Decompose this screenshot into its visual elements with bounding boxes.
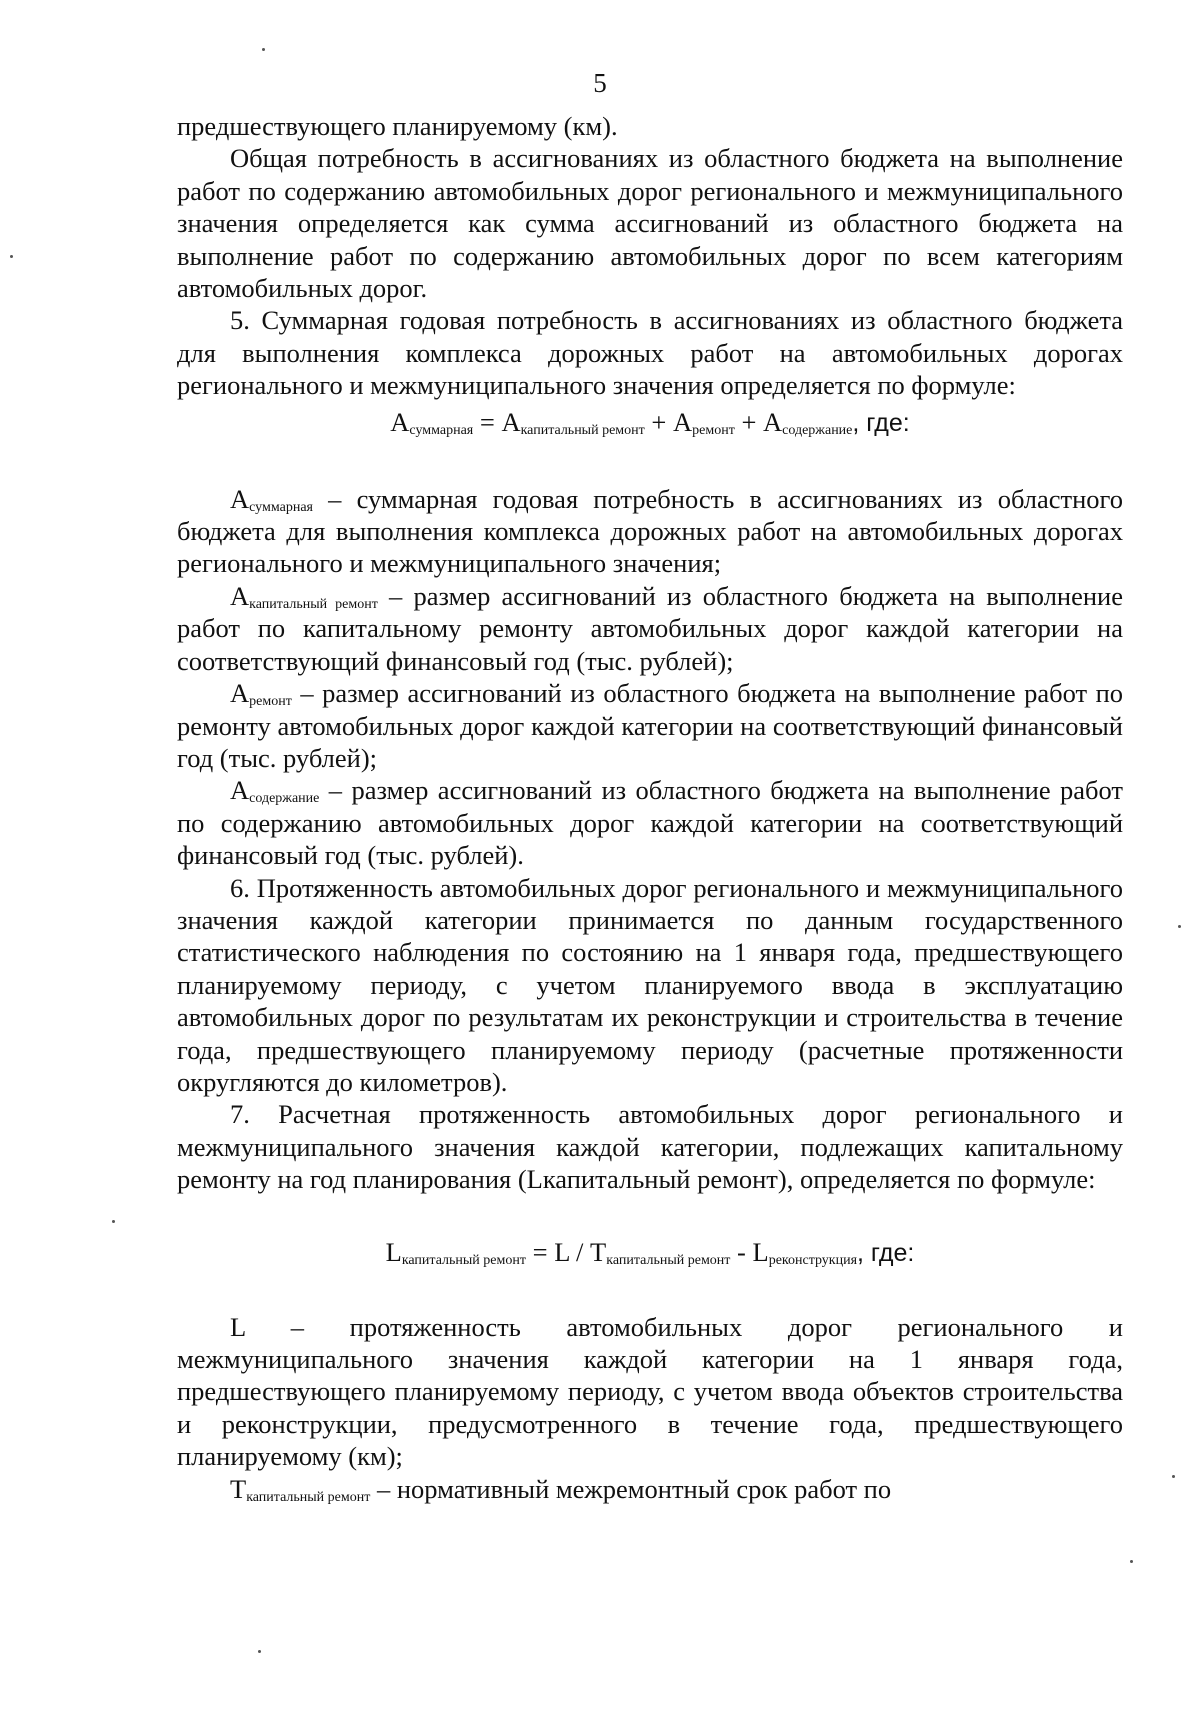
formula-subscript: капитальный ремонт (520, 422, 645, 438)
formula-operator: - (730, 1236, 753, 1267)
document-body (177, 110, 1123, 1505)
scan-speck (1178, 925, 1181, 928)
formula-subscript: капитальный ремонт (606, 1252, 731, 1268)
formula-operator: + (734, 406, 764, 437)
scan-speck (258, 1650, 261, 1653)
page-number: 5 (593, 68, 607, 98)
formula-symbol: L (752, 1236, 769, 1267)
paragraph-item-7: 7. Расчетная протяженность автомобильных дорог регионального и межмуниципального значения каждой категории, подлежащих капитальному ремонту на год планирования (Lкапитальный ремонт), определяется по формуле: (177, 1099, 1123, 1195)
scan-speck (262, 48, 265, 51)
formula-operator: = (473, 406, 502, 437)
formula-subscript: содержание (782, 422, 853, 438)
formula-symbol: Т (590, 1236, 607, 1267)
def-symbol: Т (230, 1473, 247, 1504)
formula-where: , где: (852, 408, 910, 437)
formula-capital-repair-length (177, 1234, 1123, 1271)
paragraph-item-5: 5. Суммарная годовая потребность в ассигнованиях из областного бюджета для выполнения комплекса дорожных работ на автомобильных дорогах регионального и межмуниципального значения определяется по формуле: (177, 305, 1123, 401)
formula-symbol: А (390, 406, 410, 437)
formula-total-appropriations (177, 404, 1123, 441)
scan-speck (112, 1220, 115, 1223)
def-subscript: содержание (249, 791, 320, 807)
def-subscript: капитальный ремонт (249, 596, 378, 612)
scan-speck (1172, 1475, 1175, 1478)
definition-a-repair (177, 677, 1123, 774)
formula-symbol: L (385, 1236, 402, 1267)
paragraph-continuation: предшествующего планируемому (км). (177, 111, 618, 141)
def-subscript: ремонт (249, 694, 292, 710)
formula-symbol: А (672, 406, 693, 437)
definition-a-summary (177, 483, 1123, 580)
definition-a-maintenance (177, 774, 1123, 871)
scan-speck (10, 255, 13, 258)
def-text: – размер ассигнований из областного бюджета на выполнение работ по капитальному ремонту автомобильных дорог каждой категории на соответствующий финансовый год (тыс. рублей); (177, 580, 1123, 676)
formula-operator: = (526, 1236, 555, 1267)
def-text: – размер ассигнований из областного бюджета на выполнение работ по ремонту автомобильных дорог каждой категории на соответствующий финансовый год (тыс. рублей); (177, 678, 1123, 773)
paragraph-item-6: 6. Протяженность автомобильных дорог регионального и межмуниципального значения каждой категории принимается по данным государственного статистического наблюдения по состоянию на 1 января года, предшествующего планируемому периоду, с учетом планируемого ввода в эксплуатацию автомобильных дорог по результатам их реконструкции и строительства в течение года, предшествующего планируемому периоду (расчетные протяженности округляются до километров). (177, 872, 1123, 1097)
def-symbol: А (230, 483, 250, 514)
formula-operator: + (644, 406, 673, 437)
scan-speck (1130, 1560, 1133, 1563)
def-symbol: А (230, 775, 250, 806)
formula-subscript: ремонт (692, 422, 735, 438)
formula-symbol: А (763, 406, 783, 437)
paragraph-total-maintenance: Общая потребность в ассигнованиях из областного бюджета на выполнение работ по содержанию автомобильных дорог регионального и межмуниципального значения определяется как сумма ассигнований из областного бюджета на выполнение работ по содержанию автомобильных дорог по всем категориям автомобильных дорог. (177, 143, 1123, 304)
def-subscript: капитальный ремонт (246, 1489, 371, 1505)
formula-subscript: капитальный ремонт (401, 1252, 526, 1268)
formula-where: , где: (857, 1238, 915, 1267)
def-subscript: суммарная (249, 499, 313, 515)
formula-symbol: L (554, 1236, 570, 1267)
formula-subscript: реконструкция (768, 1252, 858, 1268)
definition-l (177, 1311, 1123, 1473)
def-symbol: А (230, 678, 250, 709)
def-text: – протяженность автомобильных дорог регионального и межмуниципального значения каждой категории на 1 января года, предшествующего планируемому периоду, с учетом ввода объектов строительства и реконструкции, предусмотренного в течение года, предшествующего планируемому (км); (177, 1311, 1123, 1472)
definition-t (177, 1473, 1123, 1505)
formula-subscript: суммарная (409, 422, 474, 438)
def-symbol: L (230, 1311, 246, 1342)
formula-symbol: А (501, 406, 521, 437)
def-symbol: А (230, 580, 250, 611)
formula-operator: / (569, 1236, 591, 1267)
definition-a-capital-repair (177, 580, 1123, 677)
def-text: – суммарная годовая потребность в ассигнованиях из областного бюджета для выполнения комплекса дорожных работ на автомобильных дорогах регионального и межмуниципального значения; (177, 483, 1123, 579)
def-text: – размер ассигнований из областного бюджета на выполнение работ по содержанию автомобильных дорог каждой категории на соответствующий финансовый год (тыс. рублей). (177, 775, 1123, 871)
def-text: – нормативный межремонтный срок работ по (370, 1473, 892, 1504)
